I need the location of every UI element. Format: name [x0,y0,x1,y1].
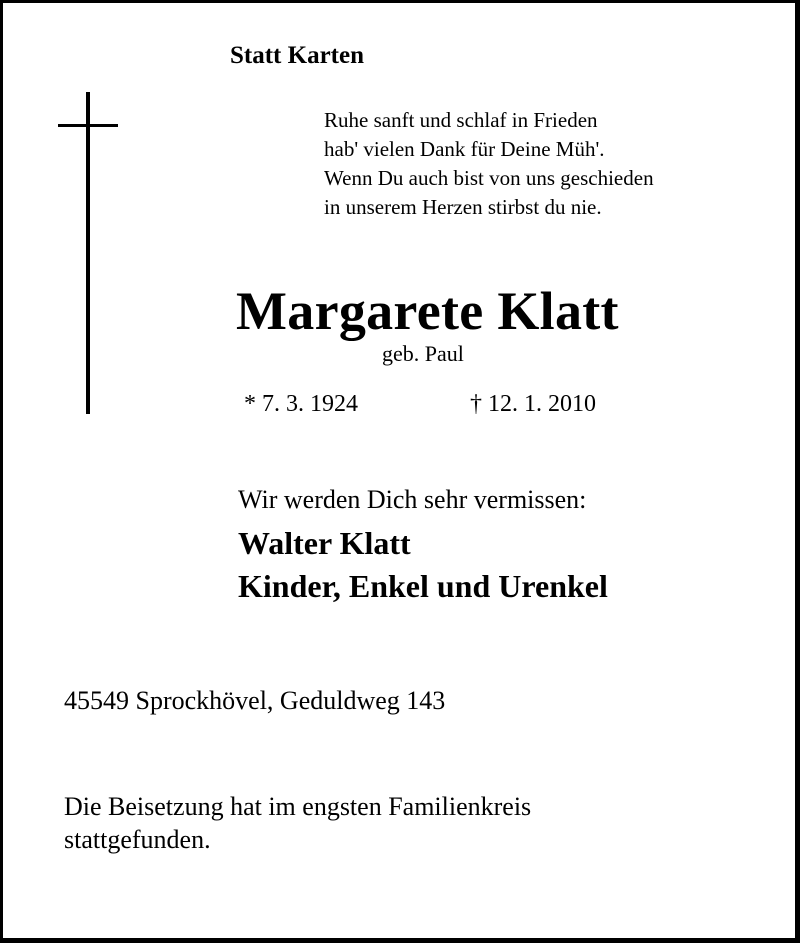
deceased-name: Margarete Klatt [236,281,619,341]
header-title: Statt Karten [230,42,364,69]
poem-line: Wenn Du auch bist von uns geschieden [324,166,654,190]
mourner-line: Kinder, Enkel und Urenkel [238,568,608,604]
maiden-name: geb. Paul [382,341,464,366]
mourner-line: Walter Klatt [238,525,411,561]
birth-date: * 7. 3. 1924 [244,391,358,417]
poem-line: in unserem Herzen stirbst du nie. [324,195,602,219]
notice-line: Die Beisetzung hat im engsten Familienkreis [64,792,532,821]
cross-vertical-bar [86,92,90,414]
death-date: † 12. 1. 2010 [470,391,596,417]
burial-notice [64,790,531,856]
cross-horizontal-bar [58,124,118,127]
poem-line: Ruhe sanft und schlaf in Frieden [324,108,598,132]
notice-line: stattgefunden. [64,825,211,854]
poem-line: hab' vielen Dank für Deine Müh'. [324,137,605,161]
poem [324,106,654,222]
address: 45549 Sprockhövel, Geduldweg 143 [64,686,446,715]
mourners-intro: Wir werden Dich sehr vermissen: [238,485,587,514]
